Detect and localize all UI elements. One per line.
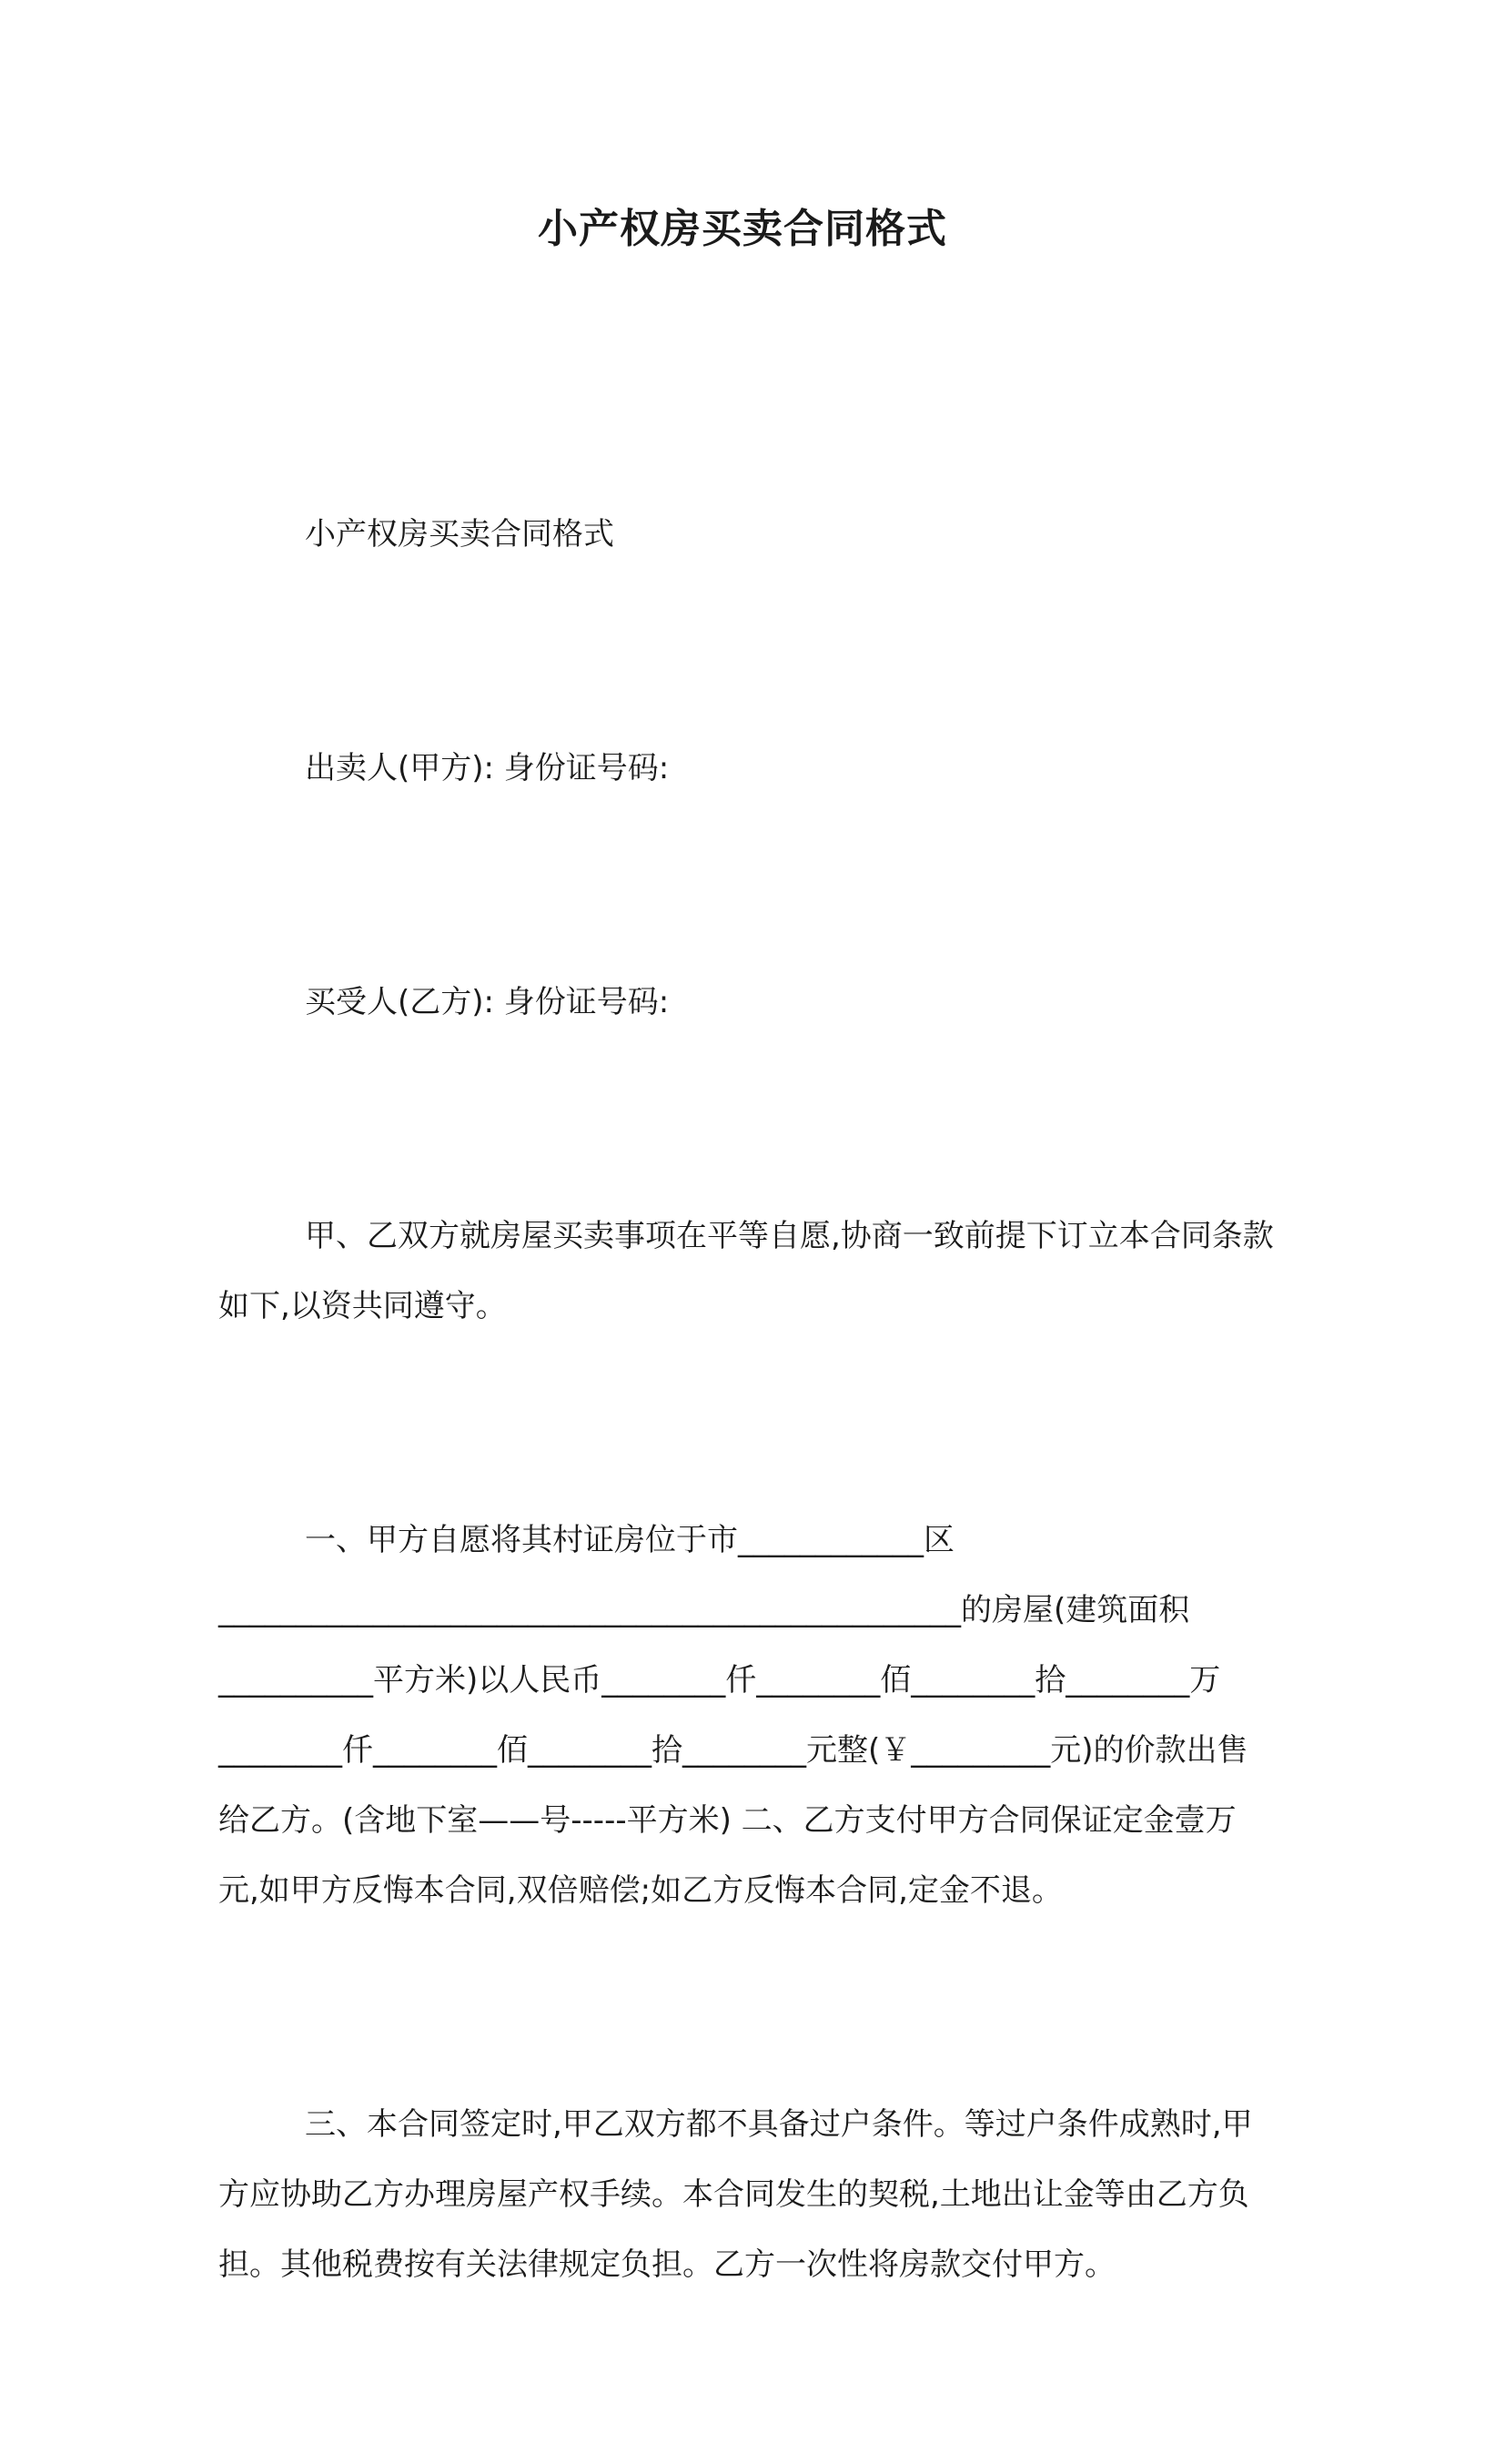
paragraph-preamble: 甲、乙双方就房屋买卖事项在平等自愿,协商一致前提下订立本合同条款如下,以资共同遵守。 [218, 1218, 1274, 1324]
paragraph-clause-3: 三、本合同签定时,甲乙双方都不具备过户条件。等过户条件成熟时,甲方应协助乙方办理房屋产权手续。本合同发生的契税,土地出让金等由乙方负担。其他税费按有关法律规定负担。乙方一次性将房款交付甲方。 [218, 2106, 1253, 2283]
paragraph-seller: 出卖人(甲方): 身份证号码: [305, 750, 670, 786]
document-body [218, 360, 1274, 2464]
paragraph-buyer: 买受人(乙方): 身份证号码: [305, 984, 670, 1020]
paragraph-clause-1-2: 一、甲方自愿将其村证房位于市____________区________________________________________________的房屋(建筑面积__________平方米)以人民币________仟________佰________拾________万________仟________佰________拾________元整(￥_________元)的价款出售给乙方。(含地下室——号-----平方米) 二、乙方支付甲方合同保证定金壹万元,如甲方反悔本合同,双倍赔偿;如乙方反悔本合同,定金不退。 [218, 1522, 1248, 1909]
document-title: 小产权房买卖合同格式 [538, 206, 947, 252]
paragraph-heading: 小产权房买卖合同格式 [305, 516, 614, 553]
